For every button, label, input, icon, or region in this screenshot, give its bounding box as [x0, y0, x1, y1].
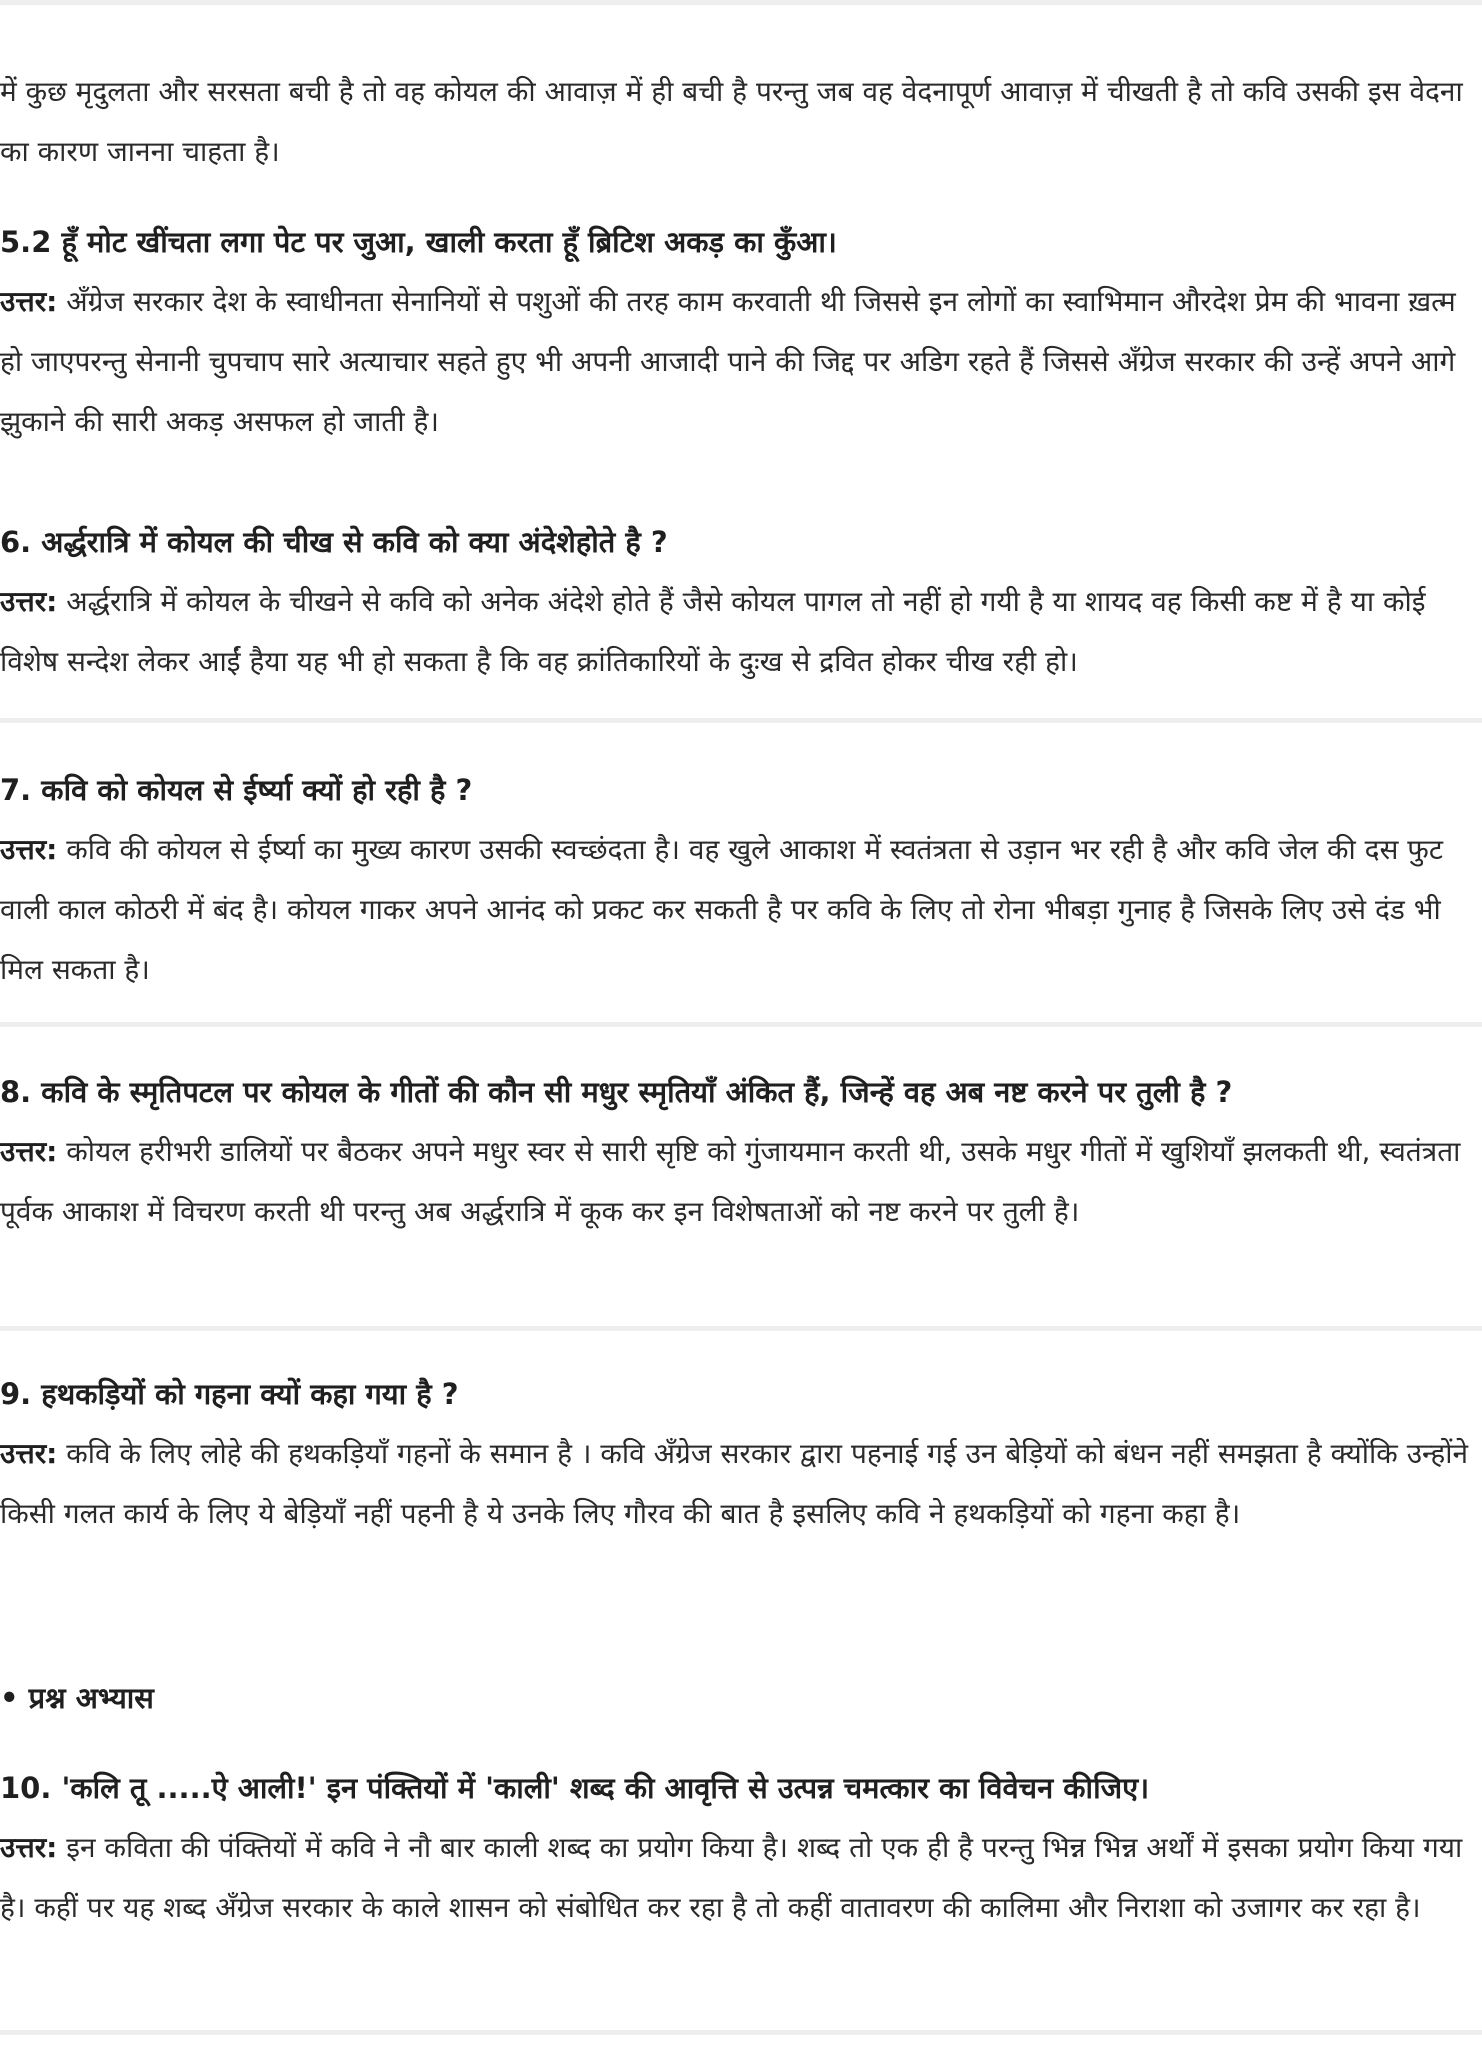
answer-label: उत्तर:: [0, 1831, 58, 1864]
question-text: 10. 'कलि तू .....ऐ आली!' इन पंक्तियों में 'काली' शब्द की आवृत्ति से उत्पन्न चमत्कार का विवेचन कीजिए।: [0, 1771, 1150, 1805]
answer-paragraph: [0, 1122, 1470, 1242]
separator: [0, 718, 1482, 723]
intro-block: [0, 62, 1470, 182]
answer-paragraph: [0, 820, 1470, 1000]
answer-text: कवि की कोयल से ईर्ष्या का मुख्य कारण उसकी स्वच्छंदता है। वह खुले आकाश में स्वतंत्रता से उड़ान भर रही है और कवि जेल की दस फुट वाली काल कोठरी में बंद है। कोयल गाकर अपने आनंद को प्रकट कर सकती है पर कवि के लिए तो रोना भीबड़ा गुनाह है जिसके लिए उसे दंड भी मिल सकता है।: [0, 833, 1444, 986]
question-text: 8. कवि के स्मृतिपटल पर कोयल के गीतों की कौन सी मधुर स्मृतियाँ अंकित हैं, जिन्हें वह अब नष्ट करने पर तुली है ?: [0, 1075, 1233, 1109]
separator: [0, 2030, 1482, 2035]
answer-text: अर्द्धरात्रि में कोयल के चीखने से कवि को अनेक अंदेशे होते हैं जैसे कोयल पागल तो नहीं हो गयी है या शायद वह किसी कष्ट में है या कोई विशेष सन्देश लेकर आईं हैया यह भी हो सकता है कि वह क्रांतिकारियों के दुःख से द्रवित होकर चीख रही हो।: [0, 585, 1426, 678]
question-text: 5.2 हूँ मोट खींचता लगा पेट पर जुआ, खाली करता हूँ ब्रिटिश अकड़ का कुँआ।: [0, 225, 837, 259]
answer-paragraph: [0, 272, 1470, 452]
qa-block-8: [0, 1062, 1470, 1242]
separator: [0, 1326, 1482, 1331]
answer-label: उत्तर:: [0, 285, 58, 318]
answer-label: उत्तर:: [0, 585, 58, 618]
answer-label: उत्तर:: [0, 1437, 58, 1470]
answer-text: कोयल हरीभरी डालियों पर बैठकर अपने मधुर स्वर से सारी सृष्टि को गुंजायमान करती थी, उसके मधुर गीतों में खुशियाँ झलकती थी, स्वतंत्रता पूर्वक आकाश में विचरण करती थी परन्तु अब अर्द्धरात्रि में कूक कर इन विशेषताओं को नष्ट करने पर तुली है।: [0, 1135, 1461, 1228]
intro-paragraph: में कुछ मृदुलता और सरसता बची है तो वह कोयल की आवाज़ में ही बची है परन्तु जब वह वेदनापूर्ण आवाज़ में चीखती है तो कवि उसकी इस वेदना का कारण जानना चाहता है।: [0, 75, 1463, 168]
qa-block-9: [0, 1364, 1470, 1544]
answer-label: उत्तर:: [0, 833, 58, 866]
answer-paragraph: [0, 1818, 1470, 1938]
section-heading-block: [0, 1668, 1470, 1728]
answer-paragraph: [0, 572, 1470, 692]
separator: [0, 1022, 1482, 1027]
question-text: 9. हथकड़ियों को गहना क्यों कहा गया है ?: [0, 1377, 459, 1411]
qa-block-10: [0, 1758, 1470, 1938]
answer-text: अँग्रेज सरकार देश के स्वाधीनता सेनानियों से पशुओं की तरह काम करवाती थी जिससे इन लोगों का स्वाभिमान औरदेश प्रेम की भावना ख़त्म हो जाएपरन्तु सेनानी चुपचाप सारे अत्याचार सहते हुए भी अपनी आजादी पाने की जिद्द पर अडिग रहते हैं जिससे अँग्रेज सरकार की उन्हें अपने आगे झुकाने की सारी अकड़ असफल हो जाती है।: [0, 285, 1456, 438]
qa-block-7: [0, 760, 1470, 1000]
answer-label: उत्तर:: [0, 1135, 58, 1168]
answer-paragraph: [0, 1424, 1470, 1544]
answer-text: इन कविता की पंक्तियों में कवि ने नौ बार काली शब्द का प्रयोग किया है। शब्द तो एक ही है परन्तु भिन्न भिन्न अर्थों में इसका प्रयोग किया गया है। कहीं पर यह शब्द अँग्रेज सरकार के काले शासन को संबोधित कर रहा है तो कहीं वातावरण की कालिमा और निराशा को उजागर कर रहा है।: [0, 1831, 1463, 1924]
qa-block-5-2: [0, 212, 1470, 452]
question-text: 7. कवि को कोयल से ईर्ष्या क्यों हो रही है ?: [0, 773, 473, 807]
answer-text: कवि के लिए लोहे की हथकड़ियाँ गहनों के समान है । कवि अँग्रेज सरकार द्वारा पहनाई गई उन बेड़ियों को बंधन नहीं समझता है क्योंकि उन्होंने किसी गलत कार्य के लिए ये बेड़ियाँ नहीं पहनी है ये उनके लिए गौरव की बात है इसलिए कवि ने हथकड़ियों को गहना कहा है।: [0, 1437, 1469, 1530]
separator: [0, 0, 1482, 5]
qa-block-6: [0, 512, 1470, 692]
section-heading: • प्रश्न अभ्यास: [0, 1681, 154, 1715]
question-text: 6. अर्द्धरात्रि में कोयल की चीख से कवि को क्या अंदेशेहोते है ?: [0, 525, 668, 559]
